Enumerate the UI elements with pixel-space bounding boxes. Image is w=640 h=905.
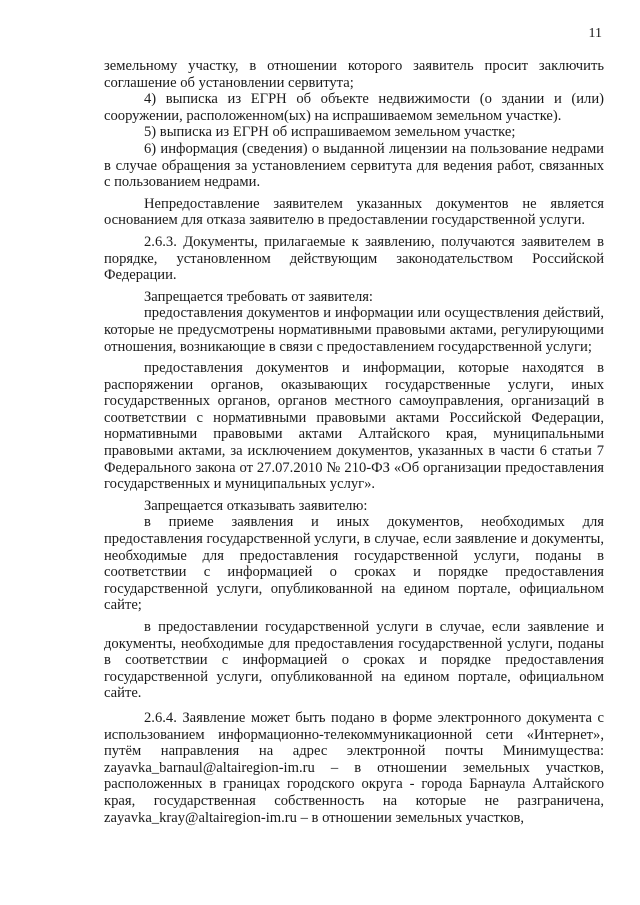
- paragraph: 2.6.4. Заявление может быть подано в форме электронного документа с использованием информационно-телекоммуникационной сети «Интернет», путём направления на адрес электронной почты Минимущества: zayavka_barnaul@altairegion-im.ru – в отношении земельных участков, расположенных в границах городского округа - города Барнаула Алтайского края, государственная собственность на которые не разграничена, zayavka_kray@altairegion-im.ru – в отношении земельных участков,: [104, 709, 604, 826]
- paragraph: в приеме заявления и иных документов, необходимых для предоставления государственной услуги, в случае, если заявление и документы, необходимые для предоставления государственной услуги, поданы в соответствии с информацией о сроках и порядке предоставления государственной услуги, опубликованной на едином портале, официальном сайте;: [104, 514, 604, 614]
- paragraph: 6) информация (сведения) о выданной лицензии на пользование недрами в случае обращения за установлением сервитута для ведения работ, связанных с пользованием недрами.: [104, 140, 604, 191]
- page-number: 11: [588, 26, 602, 41]
- document-body: [104, 58, 604, 826]
- paragraph: Непредоставление заявителем указанных документов не является основанием для отказа заявителю в предоставлении государственной услуги.: [104, 195, 604, 229]
- paragraph: 5) выписка из ЕГРН об испрашиваемом земельном участке;: [144, 124, 516, 141]
- paragraph: земельному участку, в отношении которого заявитель просит заключить соглашение об установлении сервитута;: [104, 58, 604, 91]
- paragraph: 4) выписка из ЕГРН об объекте недвижимости (о здании и (или) сооружении, расположенном(ых) на испрашиваемом земельном участке).: [104, 91, 604, 124]
- paragraph: Запрещается требовать от заявителя:: [144, 288, 373, 305]
- paragraph: в предоставлении государственной услуги в случае, если заявление и документы, необходимые для предоставления государственной услуги, поданы в соответствии с информацией о сроках и порядке предоставления государственной услуги, опубликованной на едином портале, официальном сайте.: [104, 619, 604, 702]
- paragraph: предоставления документов и информации или осуществления действий, которые не предусмотрены нормативными правовыми актами, регулирующими отношения, возникающие в связи с предоставлением государственной услуги;: [104, 305, 604, 355]
- paragraph: предоставления документов и информации, которые находятся в распоряжении органов, оказывающих государственные услуги, иных государственных органов, органов местного самоуправления, организаций в соответствии с нормативными правовыми актами Российской Федерации, нормативными правовыми актами Алтайского края, муниципальными правовыми актами, за исключением документов, указанных в части 6 статьи 7 Федерального закона от 27.07.2010 № 210-ФЗ «Об организации предоставления государственных и муниципальных услуг».: [104, 360, 604, 493]
- paragraph: Запрещается отказывать заявителю:: [144, 497, 368, 514]
- paragraph: 2.6.3. Документы, прилагаемые к заявлению, получаются заявителем в порядке, установленном действующим законодательством Российской Федерации.: [104, 233, 604, 284]
